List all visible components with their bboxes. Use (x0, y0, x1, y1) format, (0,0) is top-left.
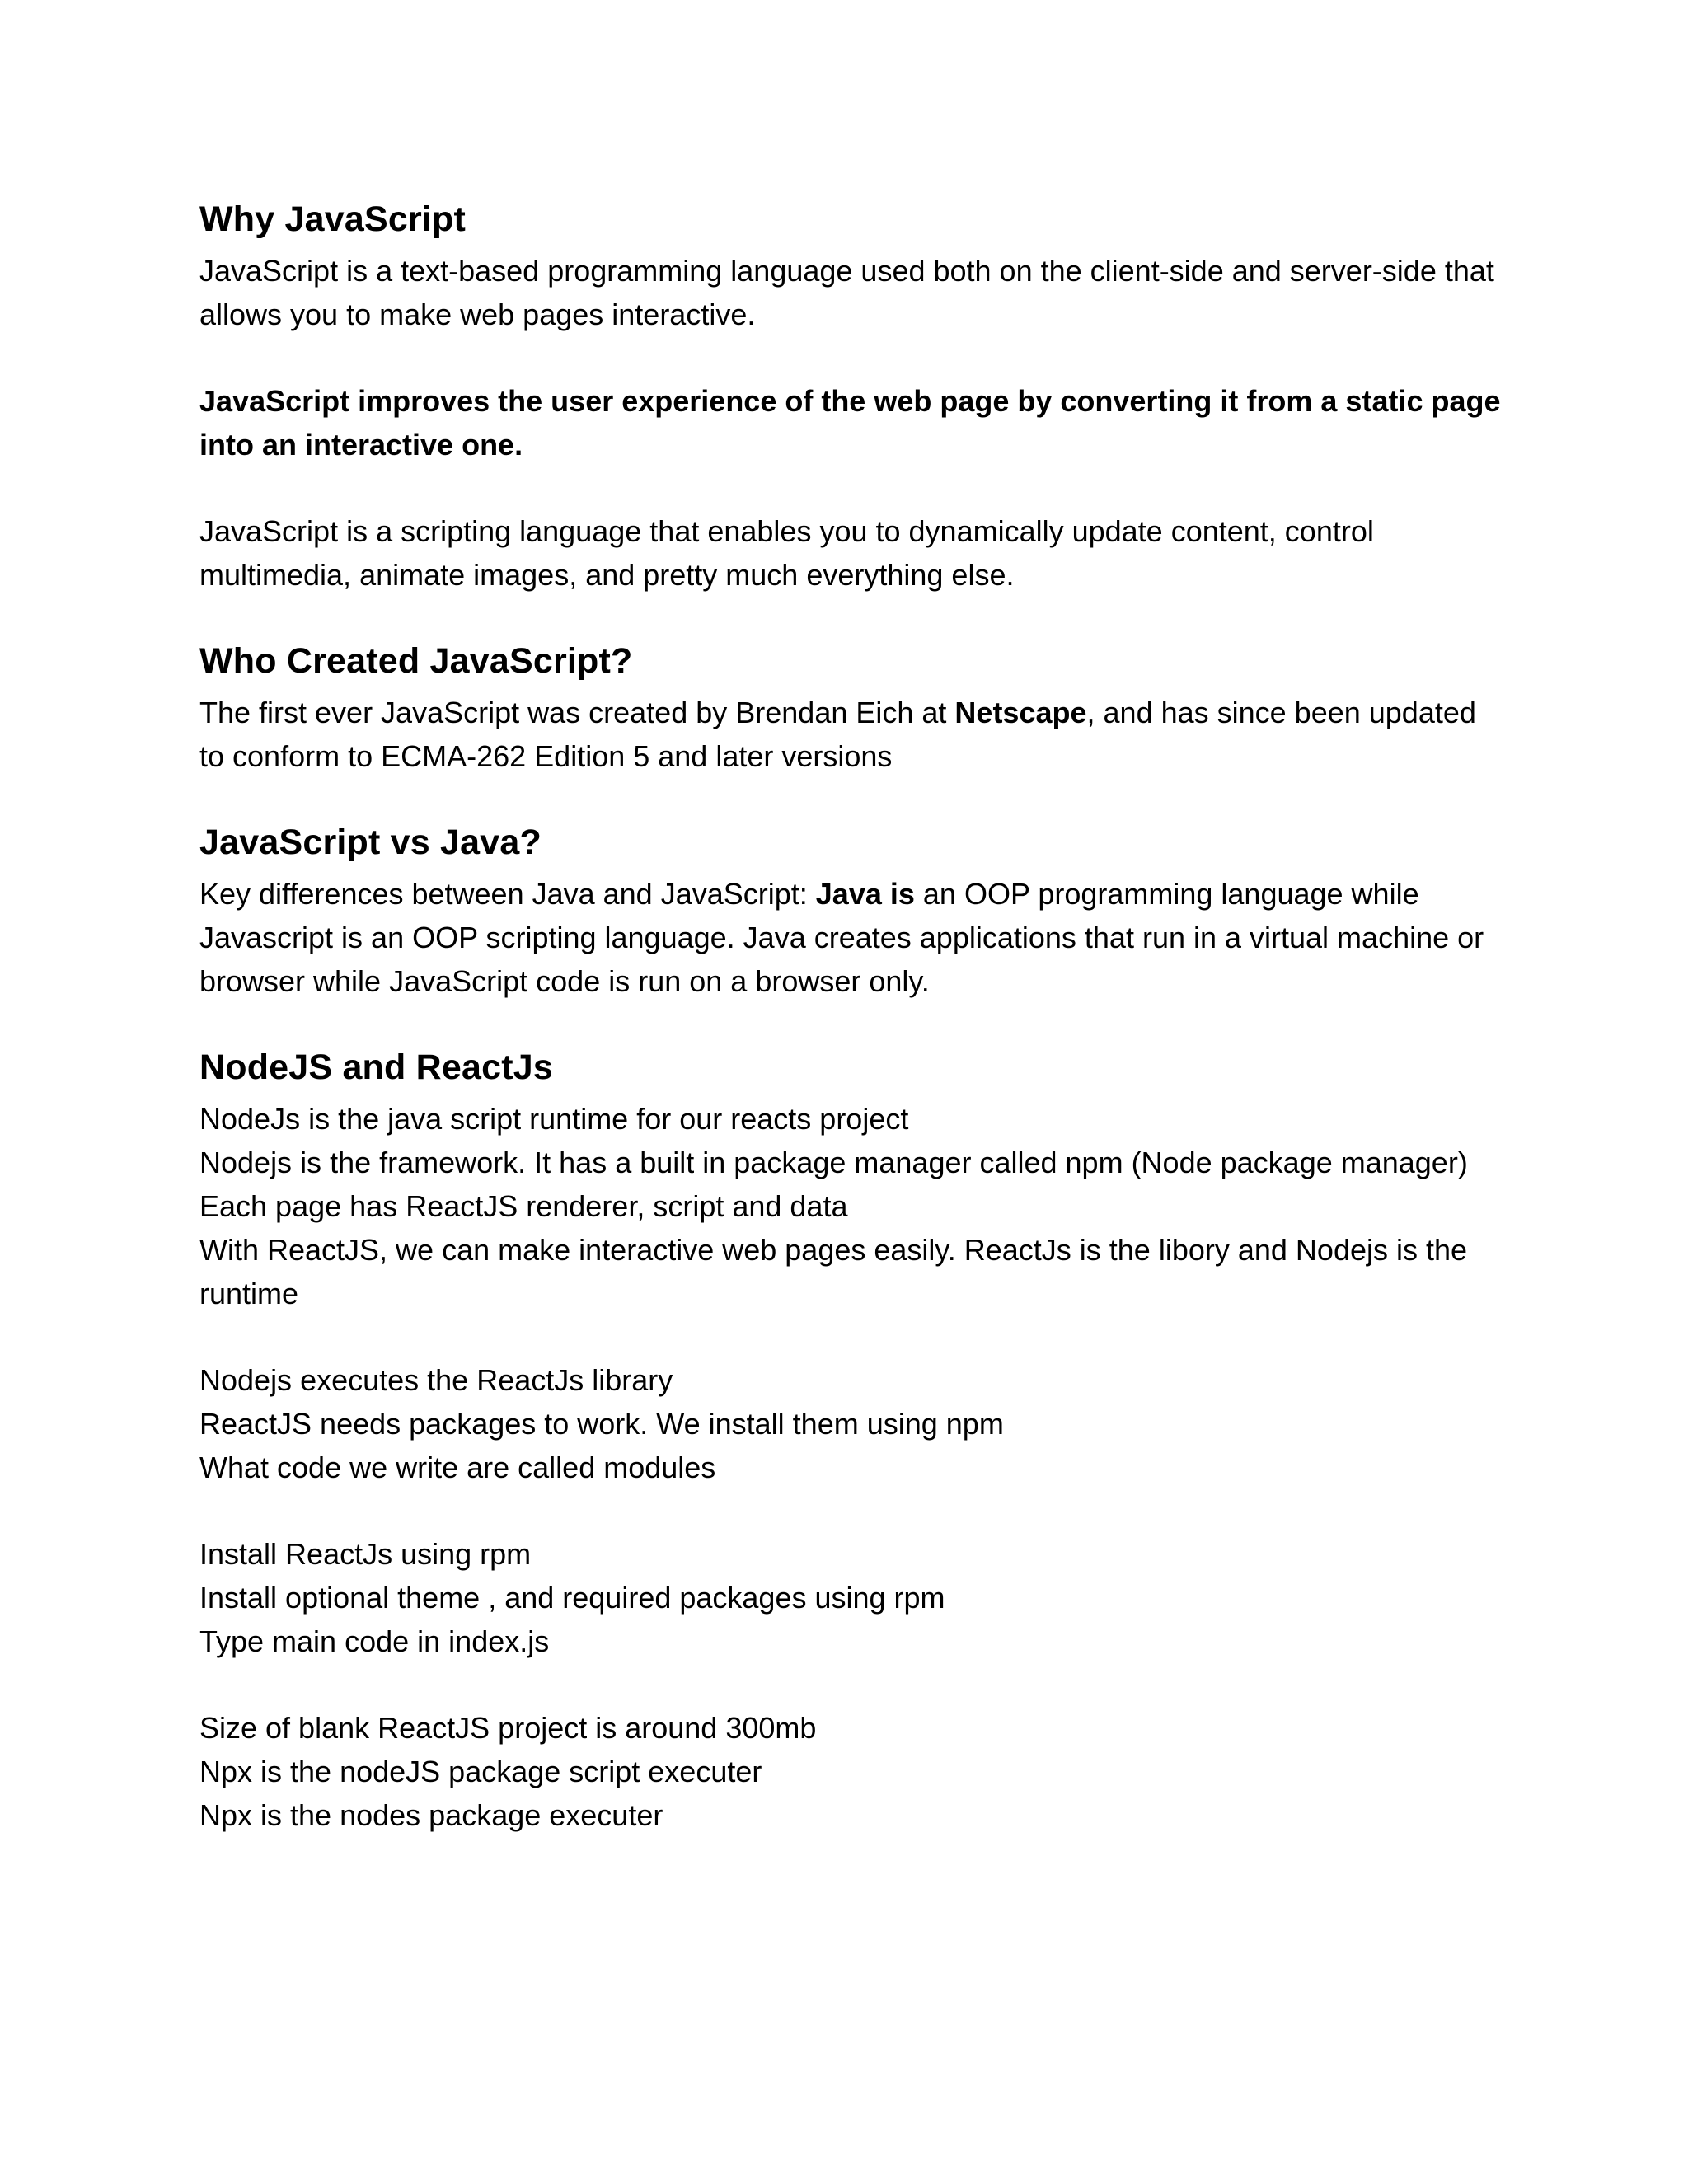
list-item: Npx is the nodeJS package script executer (199, 1755, 762, 1788)
why-paragraph-2-bold: JavaScript improves the user experience of the web page by converting it from a static page into an interactive one. (199, 384, 1501, 462)
list-item: Nodejs is the framework. It has a built in package manager called npm (Node package manager) (199, 1146, 1468, 1179)
vs-paragraph (199, 872, 1502, 1003)
who-paragraph (199, 691, 1502, 778)
list-item: Each page has ReactJS renderer, script and data (199, 1189, 848, 1223)
node-group-1 (199, 1097, 1502, 1315)
list-item: Size of blank ReactJS project is around 300mb (199, 1711, 817, 1745)
who-text-before: The first ever JavaScript was created by Brendan Eich at (199, 696, 955, 729)
list-item: Nodejs executes the ReactJs library (199, 1363, 673, 1397)
why-paragraph-3: JavaScript is a scripting language that enables you to dynamically update content, control multimedia, animate images, and pretty much everything else. (199, 514, 1374, 592)
heading-why-javascript: Why JavaScript (199, 199, 467, 239)
heading-nodejs-reactjs: NodeJS and ReactJs (199, 1047, 553, 1087)
document-page (199, 194, 1502, 1837)
list-item: Npx is the nodes package executer (199, 1798, 663, 1832)
list-item: Type main code in index.js (199, 1624, 550, 1658)
list-item: What code we write are called modules (199, 1451, 716, 1484)
node-group-4 (199, 1706, 1502, 1837)
vs-text-after: an OOP programming language while Javascript is an OOP scripting language. Java creates applications that run in a virtual machine or browser while JavaScript code is run on a browser only. (199, 877, 1484, 998)
node-group-3 (199, 1532, 1502, 1663)
vs-text-bold-java-is: Java is (815, 877, 915, 911)
list-item: With ReactJS, we can make interactive web pages easily. ReactJs is the libory and Nodejs is the runtime (199, 1233, 1468, 1310)
list-item: NodeJs is the java script runtime for our reacts project (199, 1102, 909, 1136)
heading-who-created: Who Created JavaScript? (199, 641, 633, 681)
who-text-after: , and has since been updated to conform to ECMA-262 Edition 5 and later versions (199, 696, 1476, 773)
list-item: Install optional theme , and required packages using rpm (199, 1581, 945, 1615)
list-item: Install ReactJs using rpm (199, 1537, 532, 1571)
vs-text-before: Key differences between Java and JavaScript: (199, 877, 816, 911)
node-group-2 (199, 1358, 1502, 1489)
list-item: ReactJS needs packages to work. We install them using npm (199, 1407, 1004, 1441)
why-paragraph-1: JavaScript is a text-based programming language used both on the client-side and server-side that allows you to make web pages interactive. (199, 254, 1494, 331)
who-text-bold-netscape: Netscape (954, 696, 1087, 729)
heading-javascript-vs-java: JavaScript vs Java? (199, 823, 542, 862)
